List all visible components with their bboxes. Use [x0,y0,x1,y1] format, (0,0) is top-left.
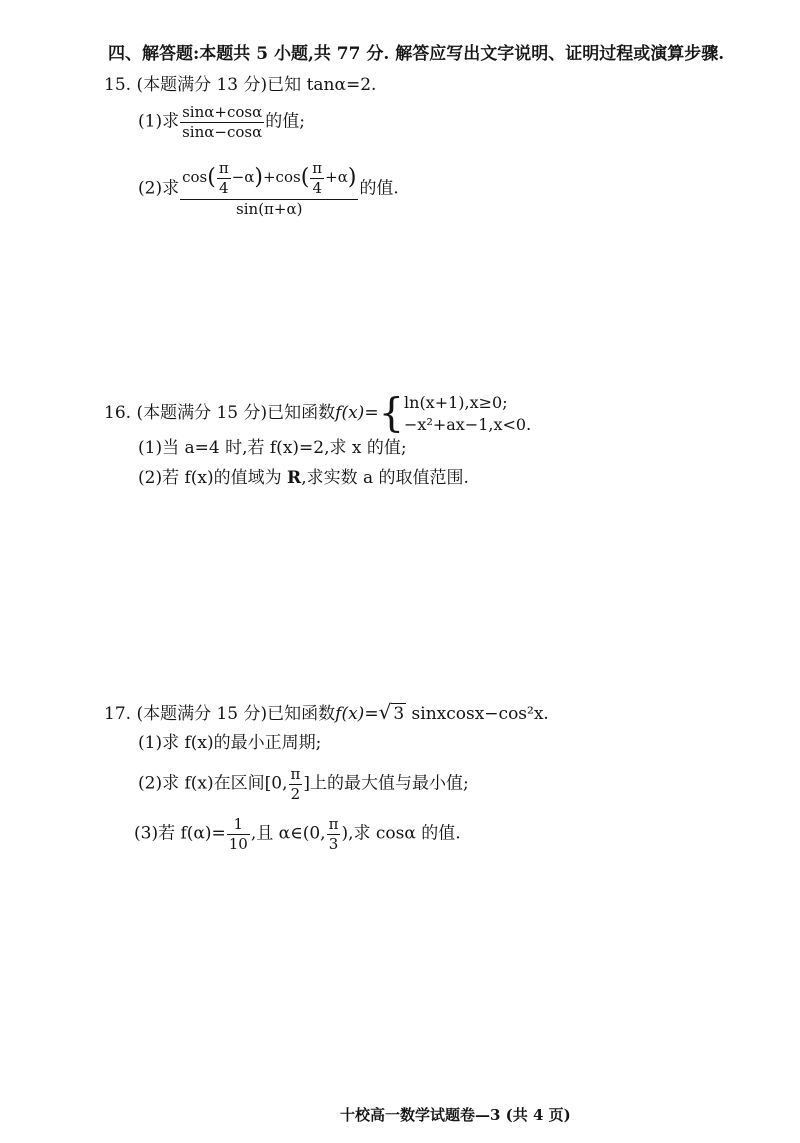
q15-minus-alpha: −α [231,168,255,186]
q15-part2-cos1: cos [182,168,208,186]
q16-part1: (1)当 a=4 时,若 f(x)=2,求 x 的值; [138,438,407,458]
q16-brace: { [378,390,405,437]
q17-header [104,702,549,723]
q15-four-b: 4 [312,178,322,197]
q17-part2-pi-over-2 [289,766,303,802]
q15-pi-a: π [218,159,229,177]
q16-case2: −x²+ax−1,x<0. [404,414,532,434]
q15-part2-tail: 的值. [359,178,399,199]
q17-part3-a: (3)若 f(α)= [134,823,226,844]
q17-part2-open: [0, [264,773,288,794]
q17-pi-a: π [290,765,301,783]
q16-case1: ln(x+1),x≥0; [404,393,508,412]
q17-two: 2 [290,784,301,803]
q15-number: 15. [104,75,132,95]
q16-intro: (本题满分 15 分)已知函数 [136,403,336,424]
q17-fx: f(x)= [335,704,379,724]
q17-part3-pi-over-3 [327,816,341,852]
section-title: 四、解答题:本题共 5 小题,共 77 分. 解答应写出文字说明、证明过程或演算步骤. [108,44,725,64]
q15-part2-label: (2)求 [138,178,180,199]
q16-part2-r: R [287,468,302,488]
q15-part2-pi-over-4-a [217,160,231,196]
q17-one: 1 [227,816,250,835]
q15-part2 [138,160,399,218]
q15-part1-denominator: sinα−cosα [182,122,263,141]
q15-given: tanα=2. [306,75,377,95]
q15-intro: (本题满分 13 分)已知 [136,75,302,95]
q17-part3 [134,816,461,852]
q17-intro: (本题满分 15 分)已知函数 [136,704,336,724]
q17-part3-b: ,且 α∈(0, [250,823,326,844]
q15-part2-cos2: +cos [262,168,301,186]
q15-part1-tail: 的值; [265,111,305,132]
q15-part1-numerator: sinα+cosα [182,103,263,121]
q15-part1-fraction [180,104,264,140]
q17-sqrt-value: 3 [393,704,405,724]
q15-plus-alpha: +α [325,168,348,186]
q17-pi-b: π [328,815,339,833]
q17-ten: 10 [228,834,248,853]
q16-number: 16. [104,403,132,424]
q17-number: 17. [104,704,132,724]
q17-part3-c: ),求 cosα 的值. [341,823,461,844]
q16-part2-a: (2)若 f(x)的值域为 [138,468,282,488]
q16-part2-b: ,求实数 a 的取值范围. [301,468,469,488]
q15-part2-denominator: sin(π+α) [236,200,303,218]
q17-part2 [138,766,469,802]
q17-sqrt: √ 3 [378,700,405,724]
q16-header [104,392,531,435]
q17-part2-a: (2)求 f(x)在区间 [138,773,265,794]
q16-part2 [138,470,469,487]
q15-part2-pi-over-4-b [310,160,324,196]
q17-part2-close: ]上的最大值与最小值; [303,773,469,794]
q17-part3-one-tenth [227,816,250,852]
q15-part2-fraction [180,160,358,218]
q16-cases [404,392,531,435]
page-footer: 十校高一数学试题卷—3 (共 4 页) [340,1106,571,1124]
q15-part2-numerator: cos( $\frac{\pi}{4}$ −α)+cos( $\frac{\pi}{4}$ +α) [180,160,358,200]
q15-part1 [138,104,305,140]
q15-part1-label: (1)求 [138,111,180,132]
q16-fx: f(x)= [335,403,379,424]
q15-header [104,77,376,94]
q15-four-a: 4 [218,178,229,197]
q17-three: 3 [328,834,339,853]
q15-pi-b: π [312,159,323,177]
q17-part1: (1)求 f(x)的最小正周期; [138,733,322,753]
q17-expr: sinxcosx−cos²x. [406,704,549,724]
